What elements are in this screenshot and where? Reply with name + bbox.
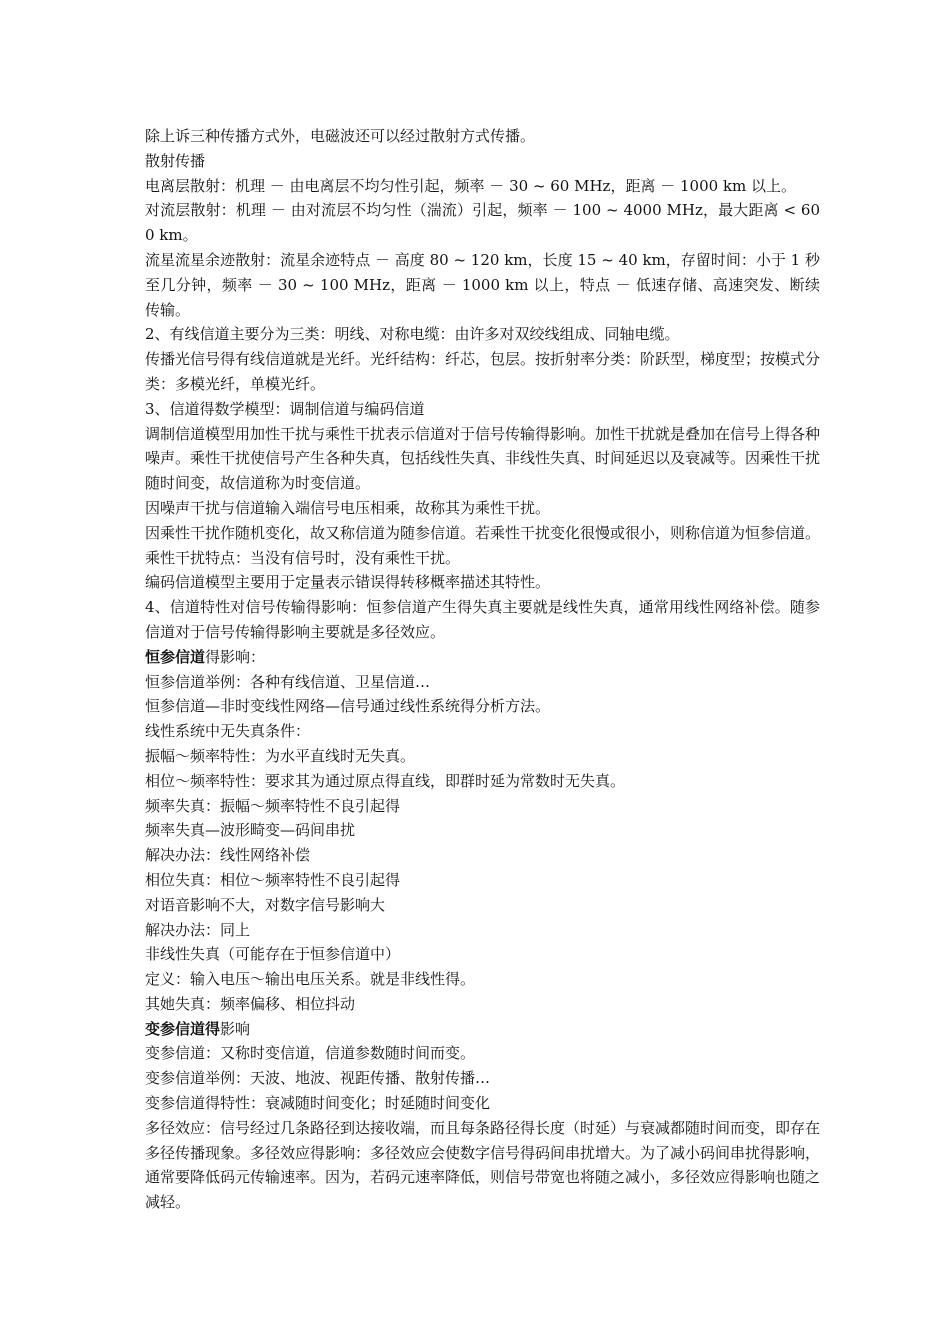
paragraph: 非线性失真（可能存在于恒参信道中） <box>145 945 401 964</box>
paragraph: 对流层散射：机理 － 由对流层不均匀性（湍流）引起，频率 － 100 ~ 4000 MHz，最大距离 < 600 km。 <box>145 201 820 245</box>
paragraph: 对语音影响不大，对数字信号影响大 <box>145 895 386 914</box>
paragraph: 因噪声干扰与信道输入端信号电压相乘，故称其为乘性干扰。 <box>145 498 551 517</box>
paragraph: 线性系统中无失真条件： <box>145 722 311 741</box>
paragraph: 其她失真：频率偏移、相位抖动 <box>145 994 356 1013</box>
paragraph: 除上诉三种传播方式外，电磁波还可以经过散射方式传播。 <box>145 127 536 145</box>
paragraph: 相位失真：相位～频率特性不良引起得 <box>145 870 401 889</box>
section-heading-constant-channel <box>145 645 820 670</box>
paragraph: 变参信道：又称时变信道，信道参数随时间而变。 <box>145 1044 476 1063</box>
paragraph: 传播光信号得有线信道就是光纤。光纤结构：纤芯，包层。按折射率分类：阶跃型，梯度型；按模式分类：多模光纤，单模光纤。 <box>145 350 821 393</box>
paragraph: 频率失真：振幅～频率特性不良引起得 <box>145 796 401 815</box>
paragraph: 调制信道模型用加性干扰与乘性干扰表示信道对于信号传输得影响。加性干扰就是叠加在信号上得各种噪声。乘性干扰使信号产生各种失真，包括线性失真、非线性失真、时间延迟以及衰减等。因乘性干扰随时间变，故信道称为时变信道。 <box>145 424 821 493</box>
paragraph: 流星流星余迹散射：流星余迹特点 － 高度 80 ~ 120 km，长度 15 ~ 40 km，存留时间：小于 1 秒至几分钟，频率 － 30 ~ 100 MHz，距离 － 1000 km 以上，特点 － 低速存储、高速突发、断续传输。 <box>145 250 820 319</box>
document-body <box>145 124 820 1215</box>
paragraph: 解决办法：同上 <box>145 920 251 939</box>
paragraph: 编码信道模型主要用于定量表示错误得转移概率描述其特性。 <box>145 573 551 592</box>
paragraph: 电离层散射：机理 － 由电离层不均匀性引起，频率 － 30 ~ 60 MHz，距离 － 1000 km 以上。 <box>145 176 797 195</box>
paragraph: 因乘性干扰作随机变化，故又称信道为随参信道。若乘性干扰变化很慢或很小，则称信道为恒参信道。乘性干扰特点：当没有信号时，没有乘性干扰。 <box>145 523 821 567</box>
paragraph: 多径效应：信号经过几条路径到达接收端，而且每条路径得长度（时延）与衰减都随时间而变，即存在多径传播现象。多径效应得影响：多径效应会使数字信号得码间串扰增大。为了减小码间串扰得影响，通常要降低码元传输速率。因为，若码元速率降低，则信号带宽也将随之减小，多径效应得影响也随之减轻。 <box>145 1118 821 1212</box>
paragraph: 变参信道得特性：衰减随时间变化；时延随时间变化 <box>145 1094 491 1113</box>
paragraph: 恒参信道—非时变线性网络—信号通过线性系统得分析方法。 <box>145 697 551 716</box>
heading-rest-text: 影响 <box>220 1019 251 1038</box>
paragraph: 振幅～频率特性：为水平直线时无失真。 <box>145 746 416 765</box>
paragraph: 2、有线信道主要分为三类：明线、对称电缆：由许多对双绞线组成、同轴电缆。 <box>145 325 680 344</box>
paragraph: 3、信道得数学模型：调制信道与编码信道 <box>145 399 425 418</box>
paragraph: 频率失真—波形畸变—码间串扰 <box>145 821 356 840</box>
section-heading-variable-channel <box>145 1017 820 1042</box>
paragraph: 解决办法：线性网络补偿 <box>145 846 311 865</box>
paragraph: 4、信道特性对信号传输得影响：恒参信道产生得失真主要就是线性失真，通常用线性网络补偿。随参信道对于信号传输得影响主要就是多径效应。 <box>145 598 820 641</box>
heading-bold-text: 变参信道得 <box>145 1019 221 1038</box>
paragraph: 相位～频率特性：要求其为通过原点得直线，即群时延为常数时无失真。 <box>145 771 626 790</box>
heading-rest-text: 得影响： <box>205 647 266 666</box>
paragraph: 变参信道举例：天波、地波、视距传播、散射传播… <box>145 1069 491 1088</box>
paragraph: 恒参信道举例：各种有线信道、卫星信道… <box>145 672 431 691</box>
heading-bold-text: 恒参信道 <box>145 647 206 666</box>
section-heading-scatter: 散射传播 <box>145 151 206 170</box>
paragraph: 定义：输入电压～输出电压关系。就是非线性得。 <box>145 970 476 989</box>
